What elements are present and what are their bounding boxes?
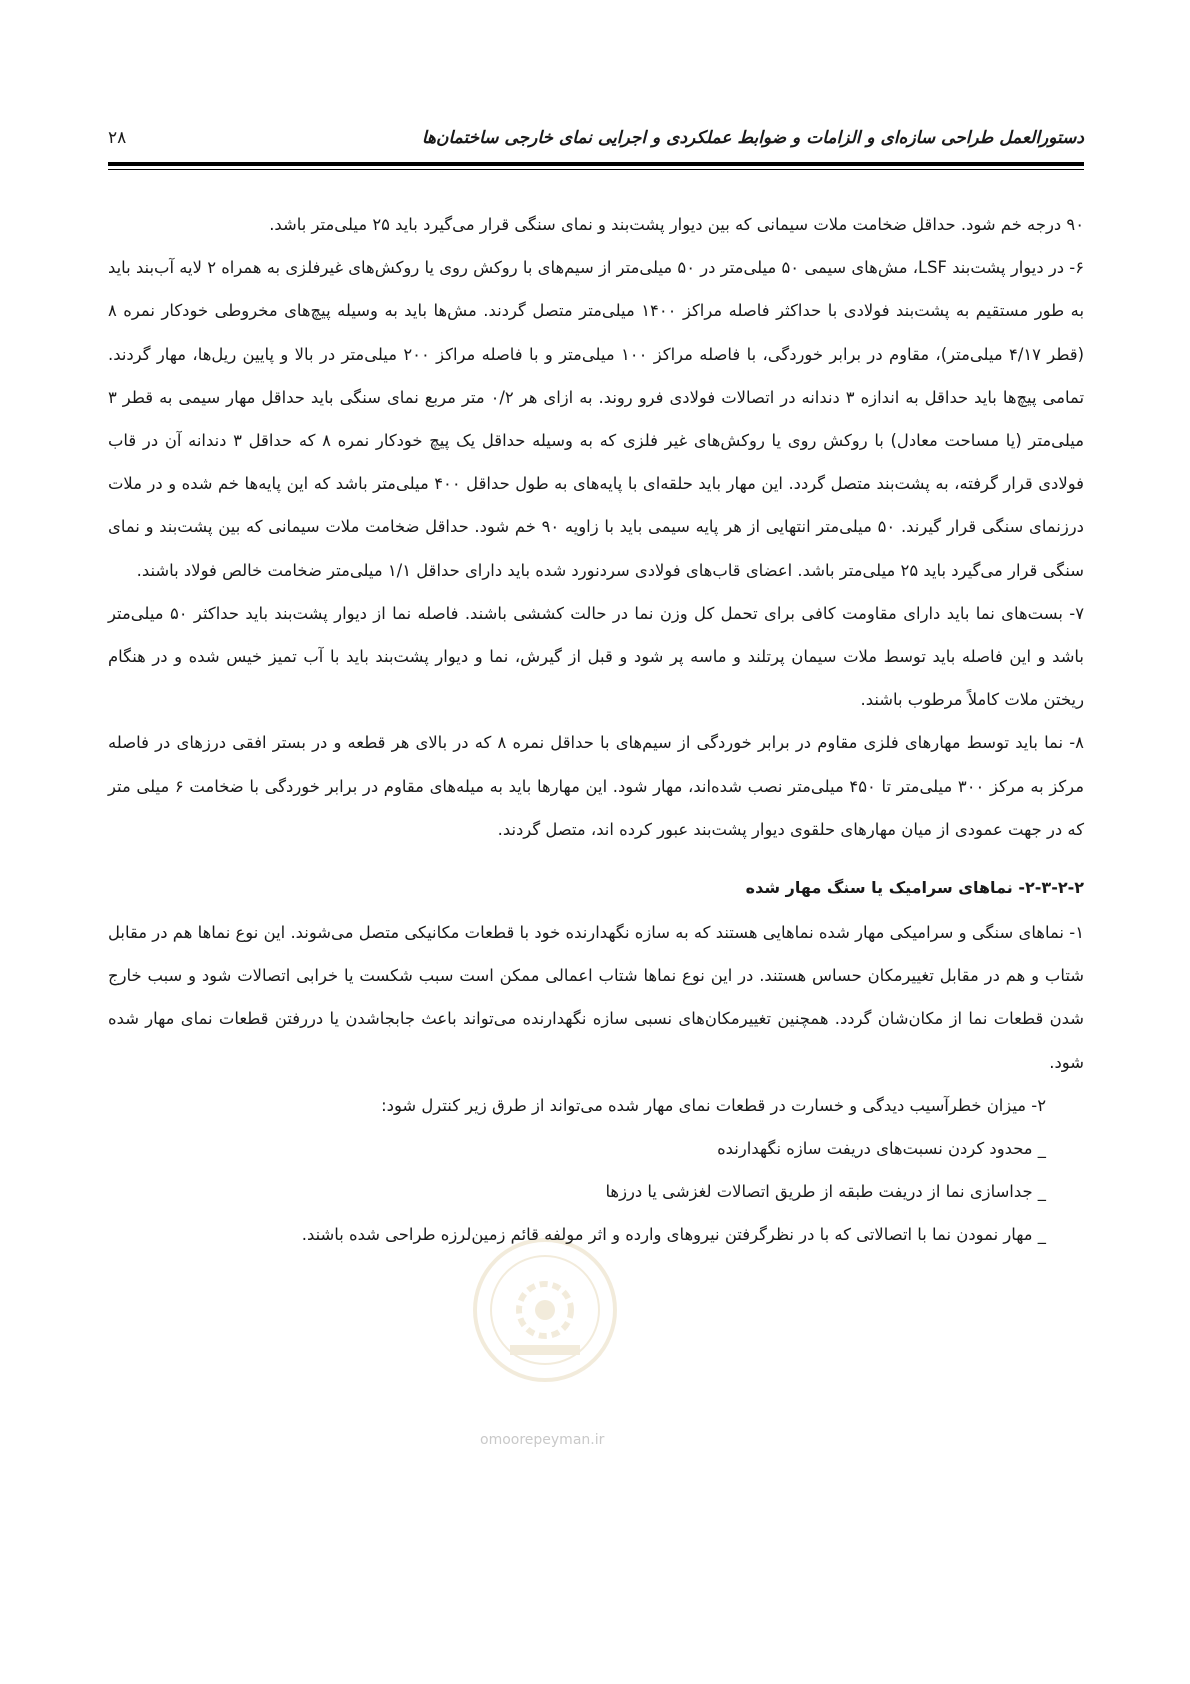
header-rule-thick (108, 162, 1084, 166)
paragraph-item-7: ۷- بست‌های نما باید دارای مقاومت کافی برای تحمل کل وزن نما در حالت کششی باشند. فاصله نما از دیوار پشت‌بند باید حداکثر ۵۰ میلی‌متر باشد و این فاصله باید توسط ملات سیمان پرتلند و ماسه پر شود و قبل از گیرش، نما و دیوار پشت‌بند باید با آب تمیز خیس شده و در هنگام ریختن ملات کاملاً مرطوب باشند. (108, 603, 1084, 710)
watermark-text: omoorepeyman.ir (480, 1432, 605, 1448)
watermark-seal-icon (470, 1235, 620, 1385)
list-item: _ جداسازی نما از دریفت طبقه از طریق اتصالات لغزشی یا درزها (605, 1182, 1046, 1202)
header-rule-thin (108, 169, 1084, 170)
paragraph-continued: ۹۰ درجه خم شود. حداقل ضخامت ملات سیمانی که بین دیوار پشت‌بند و نمای سنگی قرار می‌گیرد باید ۲۵ میلی‌متر باشد. (269, 215, 1084, 234)
page-number: ۲۸ (108, 128, 127, 148)
section-heading: ۲-۳-۲-۲- نماهای سرامیک یا سنگ مهار شده (745, 878, 1084, 898)
document-title: دستورالعمل طراحی سازه‌ای و الزامات و ضوابط عملکردی و اجرایی نمای خارجی ساختمان‌ها (421, 128, 1084, 148)
list-item: _ مهار نمودن نما با اتصالاتی که با در نظرگرفتن نیروهای وارده و اثر مولفه قائم زمین‌لرزه طراحی شده باشند. (301, 1225, 1046, 1245)
section-paragraph-1: ۱- نماهای سنگی و سرامیکی مهار شده نماهایی هستند که به سازه نگهدارنده خود با قطعات مکانیکی متصل می‌شوند. این نوع نماها هم در مقابل شتاب و هم در مقابل تغییرمکان حساس هستند. در این نوع نماها شتاب اعمالی ممکن است سبب شکست یا خرابی اتصالات شود و سبب خارج شدن قطعات نما از مکان‌شان گردد. همچنین تغییرمکان‌های نسبی سازه نگهدارنده می‌تواند باعث جابجاشدن یا دررفتن قطعات نمای مهار شده شود. (108, 923, 1084, 1072)
section-paragraph-2: ۲- میزان خطرآسیب دیدگی و خسارت در قطعات نمای مهار شده می‌تواند از طرق زیر کنترل شود: (381, 1095, 1046, 1115)
page-header (108, 118, 1084, 158)
document-body (108, 203, 1084, 1257)
paragraph-item-6: ۶- در دیوار پشت‌بند LSF، مش‌های سیمی ۵۰ میلی‌متر در ۵۰ میلی‌متر از سیم‌های با روکش روی یا روکش‌های غیرفلزی به همراه ۲ لایه آب‌بند باید به طور مستقیم به پشت‌بند فولادی با حداکثر فاصله مراکز ۱۴۰۰ میلی‌متر متصل گردند. مش‌ها باید به وسیله پیچ‌های مخروطی خودکار نمره ۸ (قطر ۴/۱۷ میلی‌متر)، مقاوم در برابر خوردگی، با فاصله مراکز ۱۰۰ میلی‌متر و با فاصله مراکز ۲۰۰ میلی‌متر در بالا و پایین ریل‌ها، مهار گردند. تمامی پیچ‌ها باید حداقل به اندازه ۳ دندانه در اتصالات فولادی فرو روند. به ازای هر ۰/۲ متر مربع نمای سنگی باید حداقل مهار سیمی به قطر ۳ میلی‌متر (یا مساحت معادل) با روکش روی یا روکش‌های غیر فلزی که به وسیله حداقل یک پیچ خودکار نمره ۸ که حداقل ۳ دندانه آن در قاب فولادی قرار گرفته، به پشت‌بند متصل گردد. این مهار باید حلقه‌ای با پایه‌های به طول حداقل ۴۰۰ میلی‌متر باشد که این پایه‌ها خم شده و در ملات درزنمای سنگی قرار گیرند. ۵۰ میلی‌متر انتهایی از هر پایه سیمی باید با زاویه ۹۰ خم شود. حداقل ضخامت ملات سیمانی که بین پشت‌بند و نمای سنگی قرار می‌گیرد باید ۲۵ میلی‌متر باشد. اعضای قاب‌های فولادی سردنورد شده باید دارای حداقل ۱/۱ میلی‌متر ضخامت خالص فولاد باشند. (108, 258, 1085, 580)
list-item: _ محدود کردن نسبت‌های دریفت سازه نگهدارنده (717, 1139, 1046, 1159)
paragraph-item-8: ۸- نما باید توسط مهارهای فلزی مقاوم در برابر خوردگی از سیم‌های با حداقل نمره ۸ که در بالای هر قطعه و در بستر افقی درزهای در فاصله مرکز به مرکز ۳۰۰ میلی‌متر تا ۴۵۰ میلی‌متر نصب شده‌اند، مهار شود. این مهارها باید به میله‌های مقاوم در برابر خوردگی با ضخامت ۶ میلی متر که در جهت عمودی از میان مهارهای حلقوی دیوار پشت‌بند عبور کرده اند، متصل گردند. (108, 733, 1084, 839)
